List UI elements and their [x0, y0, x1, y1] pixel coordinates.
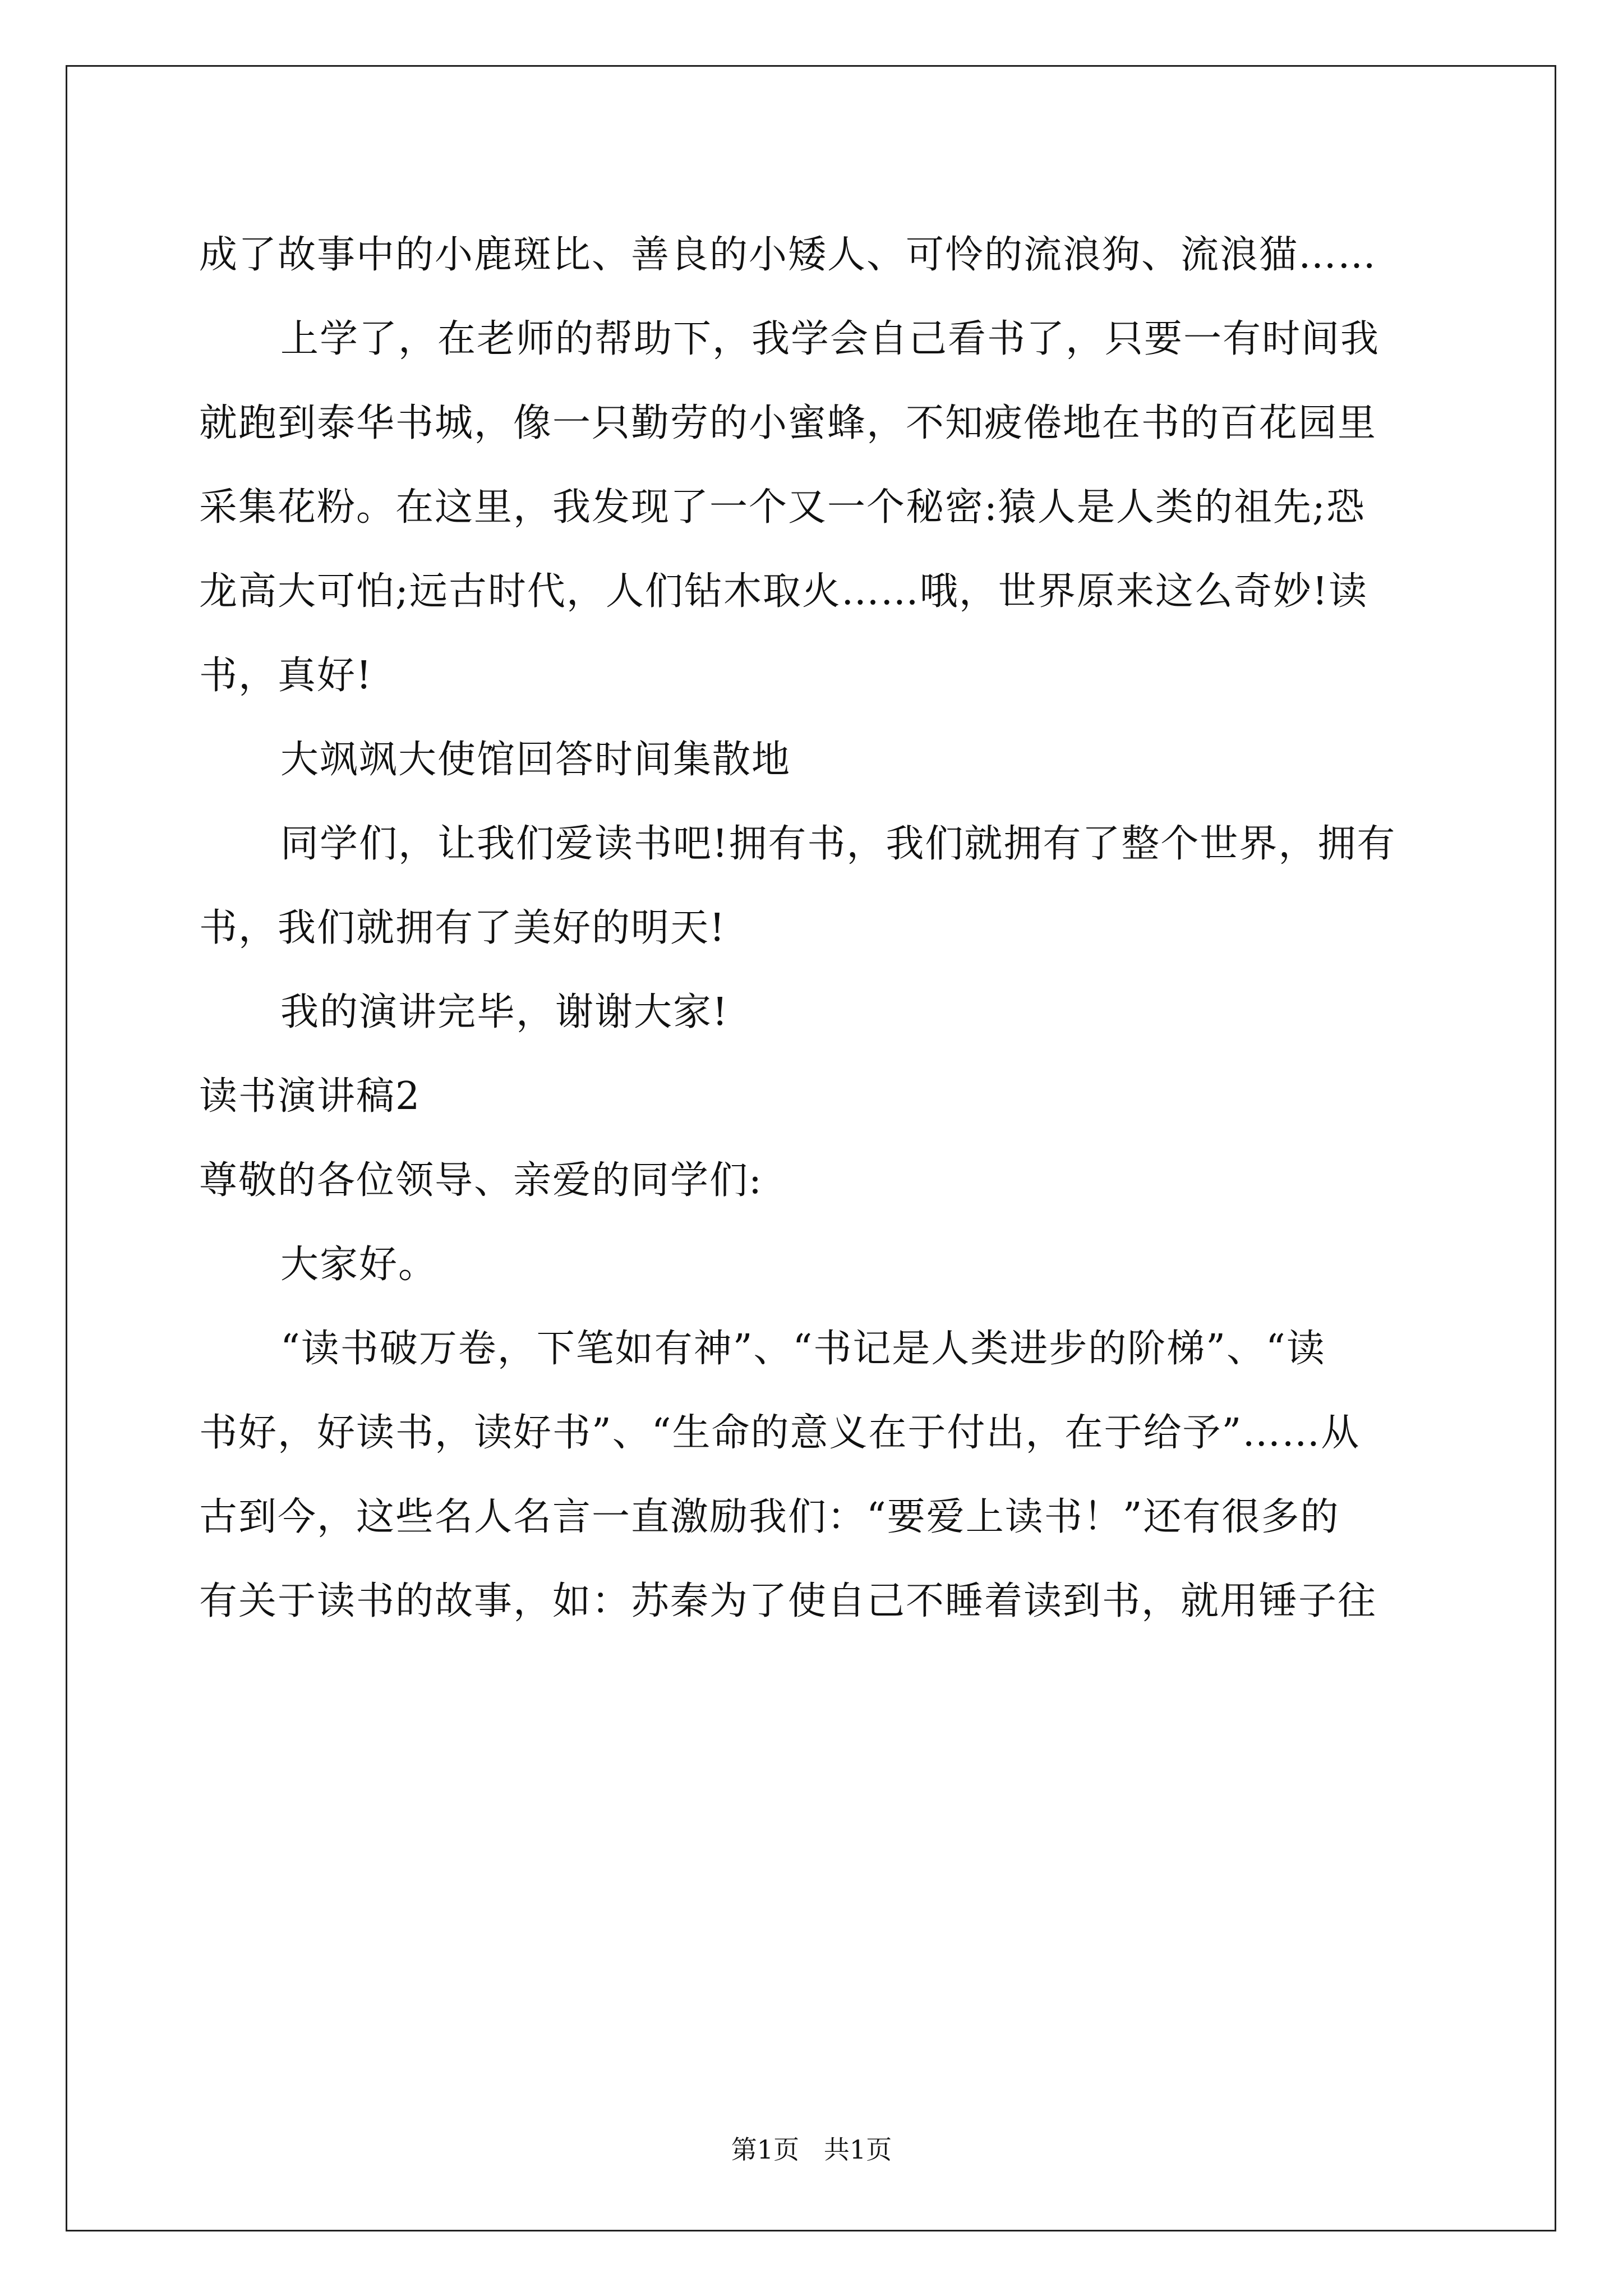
document-body: [199, 213, 1433, 1644]
section-heading: 读书演讲稿2: [199, 1074, 421, 1119]
text-line: 成了故事中的小鹿斑比、善良的小矮人、可怜的流浪狗、流浪猫……: [199, 233, 1377, 277]
text-line: 就跑到泰华书城，像一只勤劳的小蜜蜂，不知疲倦地在书的百花园里: [199, 401, 1377, 445]
salutation: 尊敬的各位领导、亲爱的同学们:: [199, 1158, 763, 1203]
paragraph-start: 大飒飒大使馆回答时间集散地: [280, 738, 791, 782]
text-line: 古到今，这些名人名言一直激励我们：“要爱上读书！”还有很多的: [199, 1495, 1340, 1539]
paragraph-start: 大家好。: [280, 1243, 438, 1287]
page-number-footer: 第1页 共1页: [731, 2134, 892, 2165]
paragraph-start: 上学了，在老师的帮助下，我学会自己看书了，只要一有时间我: [280, 317, 1380, 361]
text-line: 书好，好读书，读好书”、“生命的意义在于付出，在于给予”……从: [199, 1411, 1361, 1455]
text-line: 有关于读书的故事，如：苏秦为了使自己不睡着读到书，就用锤子往: [199, 1579, 1377, 1623]
text-line: 书，真好!: [199, 654, 373, 698]
text-line: 采集花粉。在这里，我发现了一个又一个秘密:猿人是人类的祖先;恐: [199, 485, 1366, 530]
paragraph-start: 我的演讲完毕，谢谢大家!: [280, 990, 729, 1034]
paragraph-start: “读书破万卷，下笔如有神”、“书记是人类进步的阶梯”、“读: [280, 1327, 1326, 1371]
text-line: 龙高大可怕;远古时代，人们钻木取火……哦，世界原来这么奇妙!读: [199, 569, 1368, 614]
text-line: 书，我们就拥有了美好的明天!: [199, 906, 726, 950]
paragraph-start: 同学们，让我们爱读书吧!拥有书，我们就拥有了整个世界，拥有: [280, 822, 1396, 866]
